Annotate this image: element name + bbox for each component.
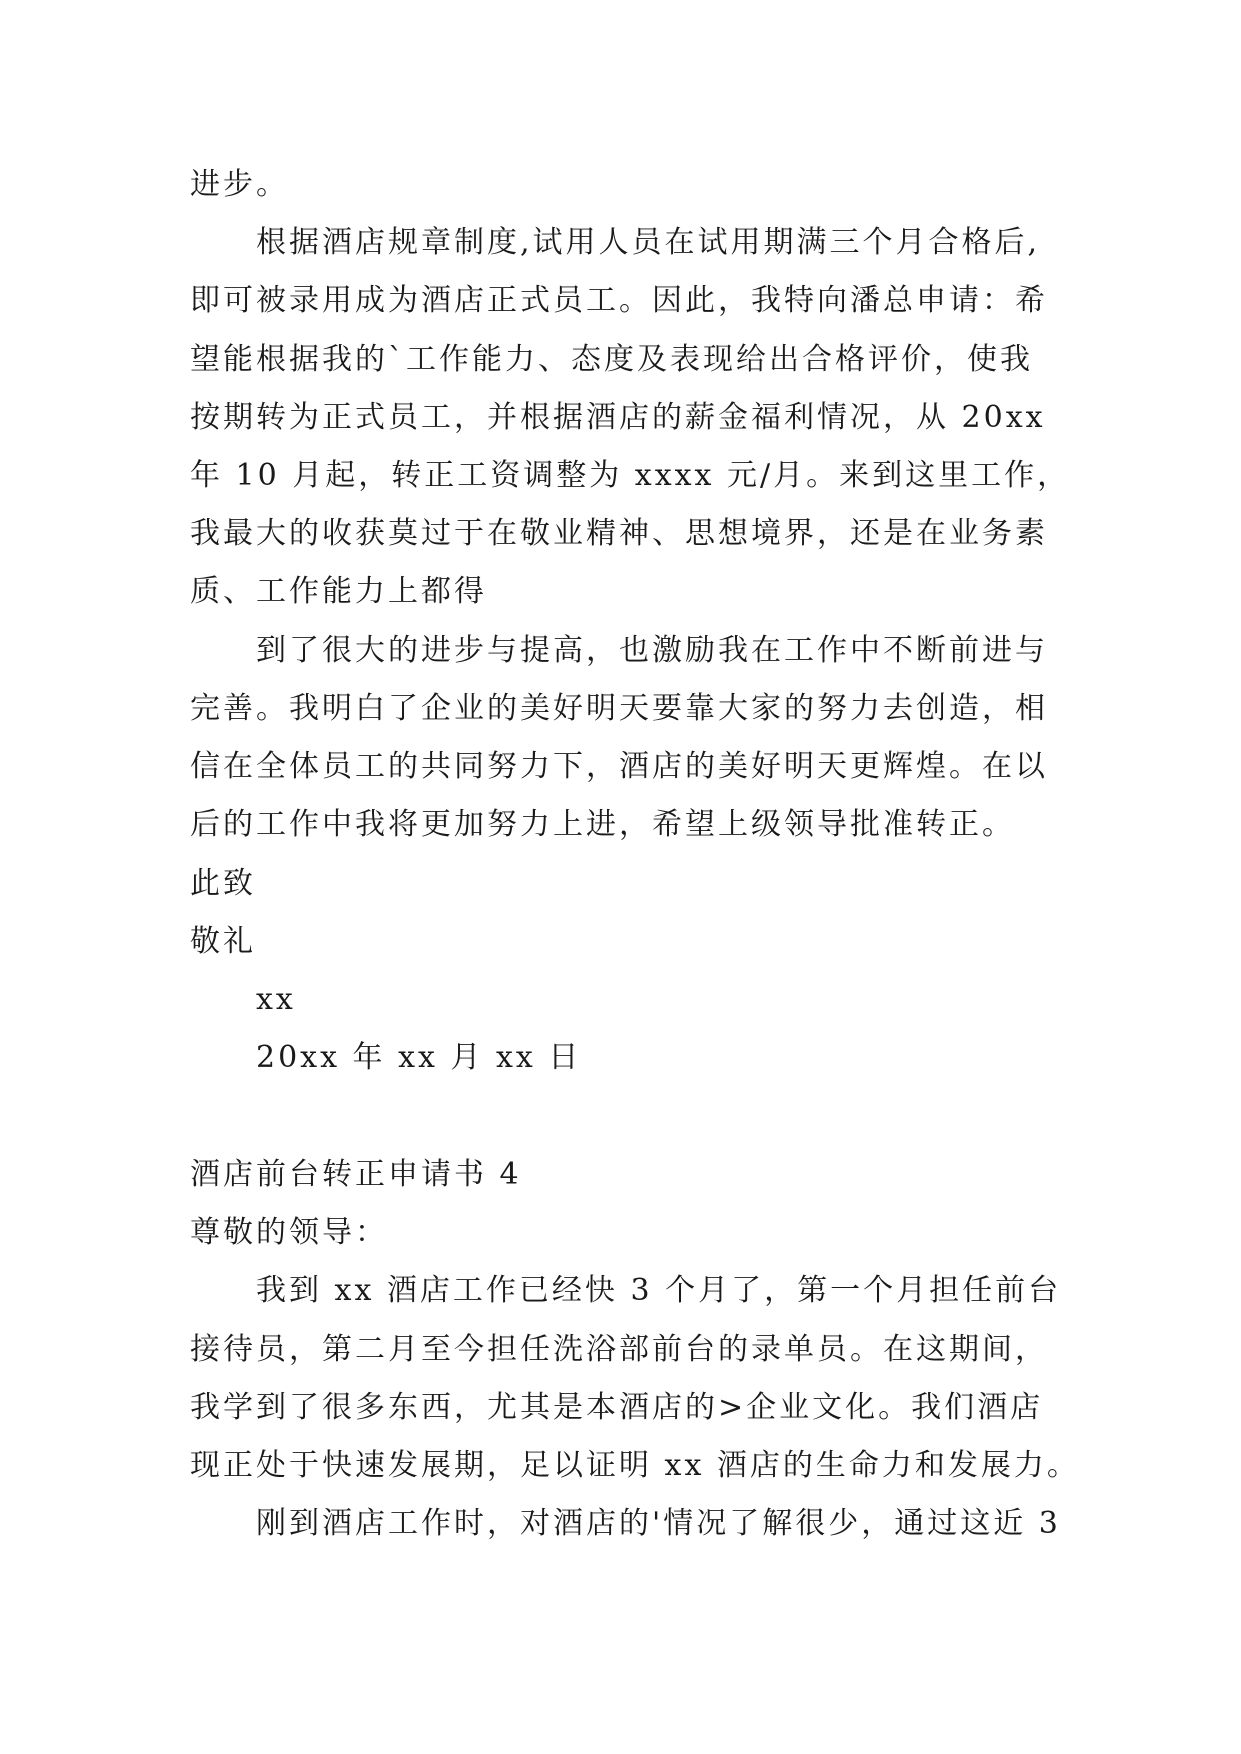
section-title: 酒店前台转正申请书 4	[190, 1157, 522, 1192]
body-line: 我最大的收获莫过于在敬业精神、思想境界，还是在业务素	[190, 516, 1048, 551]
paragraph-line: 刚到酒店工作时，对酒店的'情况了解很少，通过这近 3	[256, 1506, 1061, 1541]
signature-name: xx	[256, 982, 296, 1017]
paragraph-line: 我到 xx 酒店工作已经快 3 个月了，第一个月担任前台	[256, 1273, 1062, 1308]
body-line: 质、工作能力上都得	[190, 574, 487, 609]
body-line: 现正处于快速发展期，足以证明 xx 酒店的生命力和发展力。	[190, 1448, 1080, 1483]
body-line: 望能根据我的`工作能力、态度及表现给出合格评价，使我	[190, 342, 1033, 377]
closing-line: 敬礼	[190, 924, 256, 959]
closing-line: 此致	[190, 866, 256, 901]
body-line: 年 10 月起，转正工资调整为 xxxx 元/月。来到这里工作，	[190, 458, 1071, 493]
body-line: 即可被录用成为酒店正式员工。因此，我特向潘总申请：希	[190, 283, 1048, 318]
body-line: 我学到了很多东西，尤其是本酒店的>企业文化。我们酒店	[190, 1390, 1044, 1425]
signature-date: 20xx 年 xx 月 xx 日	[256, 1040, 582, 1075]
salutation: 尊敬的领导：	[190, 1215, 388, 1250]
body-line: 完善。我明白了企业的美好明天要靠大家的努力去创造，相	[190, 691, 1048, 726]
body-line: 后的工作中我将更加努力上进，希望上级领导批准转正。	[190, 807, 1015, 842]
body-line: 信在全体员工的共同努力下，酒店的美好明天更辉煌。在以	[190, 749, 1048, 784]
paragraph-line: 根据酒店规章制度,试用人员在试用期满三个月合格后,	[256, 225, 1041, 260]
paragraph-line: 到了很大的进步与提高，也激励我在工作中不断前进与	[256, 633, 1048, 668]
body-line: 按期转为正式员工，并根据酒店的薪金福利情况，从 20xx	[190, 400, 1046, 435]
body-line: 接待员，第二月至今担任洗浴部前台的录单员。在这期间，	[190, 1332, 1048, 1367]
body-line: 进步。	[190, 167, 289, 202]
